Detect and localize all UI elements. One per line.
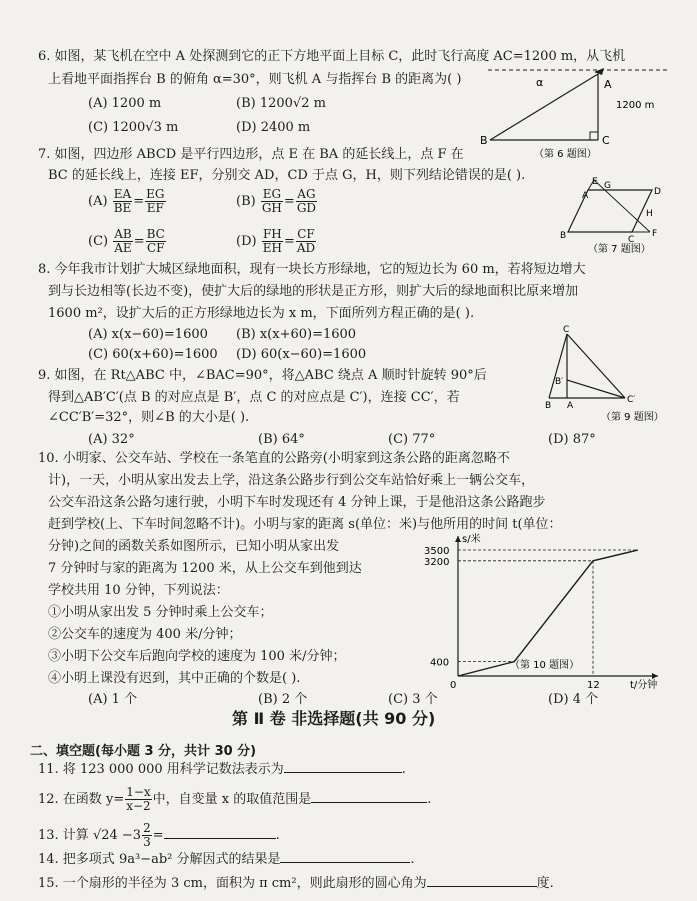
q10-line3: 公交车沿这条公路匀速行驶，小明下车时发现还有 4 分钟上课，于是他沿这条公路跑步: [48, 495, 546, 510]
q7-option-c: (C) $\frac{AB}{AE}$ = $\frac{BC}{CF}$: [88, 227, 165, 255]
q7-label-d: D: [654, 187, 661, 197]
q7-option-b: (B) $\frac{EG}{GH}$ = $\frac{AG}{GD}$: [236, 187, 317, 215]
q8-line2: 到与长边相等(长边不变)，使扩大后的绿地的形状是正方形，则扩大后的绿地面积比原来增加: [48, 284, 579, 299]
q9-label-b-prime: B′: [555, 377, 564, 387]
q9-label-a: A: [567, 401, 574, 411]
q10-line6: 7 分钟时与家的距离为 1200 米，从上公交车到他到达: [48, 561, 362, 576]
q6-height-label: 1200 m: [616, 100, 655, 111]
q7-figure: [548, 176, 668, 256]
q14: 14. 把多项式 9a³−ab² 分解因式的结果是 .: [38, 852, 415, 867]
q10-statement-3: ③小明下公交车后跑向学校的速度为 100 米/分钟；: [48, 649, 346, 664]
q6-figure: [478, 62, 678, 162]
q6-option-b: (B) 1200√2 m: [236, 96, 326, 111]
y-axis-label: s/米: [462, 534, 481, 545]
airplane-icon: [594, 68, 604, 75]
q6-option-a: (A) 1200 m: [88, 96, 162, 111]
q10-statement-2: ②公交车的速度为 400 米/分钟；: [48, 627, 242, 642]
q9-option-d: (D) 87°: [548, 432, 596, 447]
q15: 15. 一个扇形的半径为 3 cm，面积为 π cm²，则此扇形的圆心角为 度.: [38, 876, 554, 891]
q7-line1: 7. 如图，四边形 ABCD 是平行四边形，点 E 在 BA 的延长线上，点 F 在: [38, 147, 464, 162]
q8-option-a: (A) x(x−60)=1600: [88, 327, 208, 342]
q10-fig-caption: （第 10 题图）: [510, 660, 580, 671]
fill-blank-heading: 二、填空题(每小题 3 分，共计 30 分): [30, 744, 257, 759]
q9-label-c-prime: C′: [627, 395, 636, 405]
q7-option-d: (D) $\frac{FH}{EH}$ = $\frac{CF}{AD}$: [236, 227, 316, 255]
x-tick-0: 0: [450, 680, 457, 690]
q6-fig-caption: （第 6 题图）: [534, 149, 597, 160]
q6-label-c: C: [602, 134, 610, 147]
q10-option-c: (C) 3 个: [388, 692, 438, 707]
q7-label-g: G: [604, 181, 611, 191]
q13-answer-blank: [164, 838, 276, 839]
q6-label-b: B: [480, 134, 488, 147]
q6-line1: 6. 如图，某飞机在空中 A 处探测到它的正下方地平面上目标 C，此时飞行高度 AC=1200 m，从飞机: [38, 49, 626, 64]
q8-option-b: (B) x(x+60)=1600: [236, 327, 357, 342]
q7-label-f: F: [652, 229, 658, 239]
q7-option-a: (A) $\frac{EA}{BE}$ = $\frac{EG}{EF}$: [88, 187, 165, 215]
series-line: [458, 550, 638, 676]
q11-answer-blank: [284, 772, 402, 773]
q8-option-c: (C) 60(x+60)=1600: [88, 347, 218, 362]
q6-alpha-label: α: [536, 76, 544, 89]
q10-option-b: (B) 2 个: [258, 692, 308, 707]
q10-statement-4: ④小明上课没有迟到，其中正确的个数是( ).: [48, 671, 301, 686]
q14-answer-blank: [280, 862, 410, 863]
q7-line2: BC 的延长线上，连接 EF，分别交 AD，CD 于点 G，H，则下列结论错误的是( ).: [48, 168, 526, 183]
q9-line1: 9. 如图，在 Rt△ABC 中，∠BAC=90°，将△ABC 绕点 A 顺时针旋转 90°后: [38, 368, 487, 383]
y-axis-arrow-icon: [455, 536, 461, 542]
q10-option-a: (A) 1 个: [88, 692, 138, 707]
q10-line1: 10. 小明家、公交车站、学校在一条笔直的公路旁(小明家到这条公路的距离忽略不: [38, 451, 510, 466]
q8-option-d: (D) 60(x−60)=1600: [236, 347, 367, 362]
q10-line4: 赶到学校(上、下车时间忽略不计)。小明与家的距离 s(单位：米)与他所用的时间 t(单位：: [48, 517, 562, 532]
q9-option-b: (B) 64°: [258, 432, 305, 447]
q10-line7: 学校共用 10 分钟，下列说法：: [48, 583, 229, 598]
q9-figure: [545, 322, 675, 426]
q7-fig-caption: （第 7 题图）: [588, 244, 651, 255]
q12-answer-blank: [311, 802, 427, 803]
y-tick-400: 400: [430, 657, 450, 669]
q7-label-c: C: [628, 235, 635, 245]
q9-line3: ∠CC′B′=32°，则∠B 的大小是( ).: [48, 410, 250, 425]
q12: 12. 在函数 y= $\frac{1-x}{x-2}$ 中，自变量 x 的取值范围是 .: [38, 785, 432, 813]
section-title: 第 Ⅱ 卷 非选择题(共 90 分): [232, 709, 436, 728]
q10-statement-1: ①小明从家出发 5 分钟时乘上公交车；: [48, 605, 273, 620]
q11: 11. 将 123 000 000 用科学记数法表示为 .: [38, 762, 406, 777]
q10-option-d: (D) 4 个: [548, 692, 599, 707]
q8-line1: 8. 今年我市计划扩大城区绿地面积，现有一块长方形绿地，它的短边长为 60 m，若将短边增大: [38, 262, 586, 277]
x-tick-12: 12: [587, 680, 600, 690]
q7-label-b: B: [560, 231, 567, 241]
q7-label-h: H: [646, 209, 653, 219]
q15-answer-blank: [427, 886, 537, 887]
q6-option-d: (D) 2400 m: [236, 120, 311, 135]
q7-label-e: E: [592, 177, 598, 187]
q9-line2: 得到△AB′C′(点 B 的对应点是 B′，点 C 的对应点是 C′)，连接 CC′，若: [48, 390, 460, 405]
y-tick-3500: 3500: [424, 546, 450, 557]
q9-fig-caption: （第 9 题图）: [601, 412, 664, 423]
q6-line2: 上看地平面指挥台 B 的俯角 α=30°，则飞机 A 与指挥台 B 的距离为( ): [48, 72, 462, 87]
y-tick-3200: 3200: [424, 556, 450, 568]
q6-option-c: (C) 1200√3 m: [88, 120, 179, 135]
q10-distance-time-chart: [422, 530, 672, 690]
q7-label-a: A: [582, 191, 589, 201]
q6-label-a: A: [604, 78, 612, 91]
q9-label-b: B: [545, 401, 552, 411]
q8-line3: 1600 m²，设扩大后的正方形绿地边长为 x m，下面所列方程正确的是( ).: [48, 306, 475, 321]
q9-option-a: (A) 32°: [88, 432, 135, 447]
q10-line5: 分钟)之间的函数关系如图所示，已知小明从家出发: [48, 539, 340, 554]
q9-label-c: C: [563, 325, 570, 335]
q9-option-c: (C) 77°: [388, 432, 436, 447]
x-axis-label: t/分钟: [630, 680, 658, 690]
x-axis-arrow-icon: [652, 673, 658, 679]
q13: 13. 计算 √24 −3 $\frac{2}{3}$ = .: [38, 821, 280, 849]
q10-line2: 计)，一天，小明从家出发去上学，沿这条公路步行到公交车站恰好乘上一辆公交车，: [48, 473, 535, 488]
